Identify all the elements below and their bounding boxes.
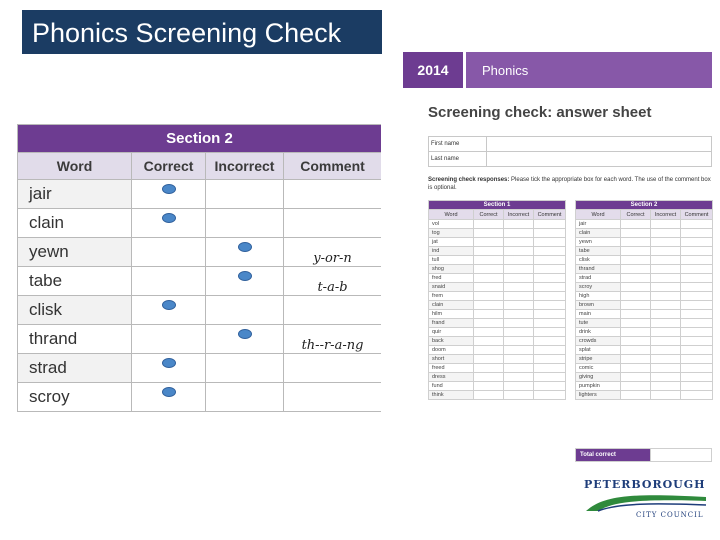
header-row bbox=[18, 153, 382, 180]
incorrect-box[interactable] bbox=[504, 310, 534, 319]
list-item bbox=[429, 382, 566, 391]
correct-box[interactable] bbox=[621, 310, 651, 319]
comment-box[interactable] bbox=[681, 220, 713, 229]
incorrect-box[interactable] bbox=[651, 238, 681, 247]
word-cell: doom bbox=[429, 346, 474, 355]
correct-cell[interactable] bbox=[132, 296, 206, 325]
correct-box[interactable] bbox=[621, 355, 651, 364]
correct-box[interactable] bbox=[474, 355, 504, 364]
word-cell: scroy bbox=[18, 383, 132, 412]
section-1-title: Section 1 bbox=[429, 201, 566, 210]
incorrect-box[interactable] bbox=[651, 310, 681, 319]
comment-box[interactable] bbox=[534, 301, 566, 310]
total-correct-row bbox=[575, 448, 712, 462]
list-item bbox=[429, 328, 566, 337]
comment-box[interactable] bbox=[681, 382, 713, 391]
list-item bbox=[429, 355, 566, 364]
comment-box[interactable] bbox=[681, 319, 713, 328]
incorrect-box[interactable] bbox=[504, 265, 534, 274]
comment-box[interactable] bbox=[681, 283, 713, 292]
comment-cell[interactable] bbox=[284, 238, 382, 267]
s1-header-incorrect: Incorrect bbox=[504, 210, 534, 220]
comment-box[interactable] bbox=[681, 337, 713, 346]
word-cell: giving bbox=[576, 373, 621, 382]
incorrect-box[interactable] bbox=[504, 283, 534, 292]
correct-box[interactable] bbox=[474, 310, 504, 319]
instructions bbox=[428, 176, 712, 192]
comment-box[interactable] bbox=[534, 238, 566, 247]
correct-box[interactable] bbox=[621, 364, 651, 373]
correct-box[interactable] bbox=[621, 247, 651, 256]
word-cell: strad bbox=[18, 354, 132, 383]
word-cell: clain bbox=[18, 209, 132, 238]
list-item bbox=[429, 220, 566, 229]
list-item bbox=[429, 265, 566, 274]
incorrect-box[interactable] bbox=[504, 247, 534, 256]
comment-cell[interactable] bbox=[284, 325, 382, 354]
comment-box[interactable] bbox=[681, 355, 713, 364]
word-cell: fund bbox=[429, 382, 474, 391]
comment-cell[interactable] bbox=[284, 354, 382, 383]
correct-box[interactable] bbox=[474, 328, 504, 337]
word-cell: back bbox=[429, 337, 474, 346]
section-2-title: Section 2 bbox=[576, 201, 713, 210]
name-fields bbox=[428, 136, 712, 167]
s1-header-comment: Comment bbox=[534, 210, 566, 220]
answer-sheet bbox=[403, 52, 712, 462]
incorrect-box[interactable] bbox=[504, 301, 534, 310]
section-2-table bbox=[575, 200, 713, 400]
word-cell: vol bbox=[429, 220, 474, 229]
list-item bbox=[429, 247, 566, 256]
s1-header-word: Word bbox=[429, 210, 474, 220]
comment-box[interactable] bbox=[681, 229, 713, 238]
word-cell: high bbox=[576, 292, 621, 301]
table-row bbox=[18, 383, 382, 412]
list-item bbox=[576, 229, 713, 238]
word-cell: tabe bbox=[18, 267, 132, 296]
comment-box[interactable] bbox=[534, 337, 566, 346]
incorrect-box[interactable] bbox=[651, 328, 681, 337]
correct-box[interactable] bbox=[621, 391, 651, 400]
comment-box[interactable] bbox=[681, 391, 713, 400]
incorrect-box[interactable] bbox=[651, 319, 681, 328]
list-item bbox=[576, 220, 713, 229]
list-item bbox=[576, 328, 713, 337]
word-cell: strad bbox=[576, 274, 621, 283]
list-item bbox=[576, 364, 713, 373]
comment-box[interactable] bbox=[534, 391, 566, 400]
table-row bbox=[18, 267, 382, 296]
correct-box[interactable] bbox=[621, 319, 651, 328]
list-item bbox=[429, 292, 566, 301]
incorrect-box[interactable] bbox=[504, 328, 534, 337]
list-item bbox=[429, 391, 566, 400]
correct-cell[interactable] bbox=[132, 354, 206, 383]
correct-box[interactable] bbox=[621, 283, 651, 292]
word-cell: short bbox=[429, 355, 474, 364]
comment-box[interactable] bbox=[534, 319, 566, 328]
table-row bbox=[18, 180, 382, 209]
section-title: Section 2 bbox=[18, 125, 382, 153]
list-item bbox=[429, 319, 566, 328]
correct-box[interactable] bbox=[474, 292, 504, 301]
list-item bbox=[429, 373, 566, 382]
correct-box[interactable] bbox=[474, 337, 504, 346]
comment-cell[interactable] bbox=[284, 209, 382, 238]
incorrect-box[interactable] bbox=[504, 292, 534, 301]
word-cell: jair bbox=[576, 220, 621, 229]
last-name-field[interactable] bbox=[487, 152, 712, 167]
correct-cell[interactable] bbox=[132, 209, 206, 238]
comment-note: t-a-b bbox=[317, 279, 348, 295]
correct-box[interactable] bbox=[474, 364, 504, 373]
correct-box[interactable] bbox=[621, 238, 651, 247]
incorrect-cell[interactable] bbox=[206, 325, 284, 354]
incorrect-box[interactable] bbox=[651, 256, 681, 265]
comment-note: y-or-n bbox=[313, 250, 352, 266]
tick-mark-icon bbox=[162, 358, 176, 368]
list-item bbox=[576, 382, 713, 391]
incorrect-box[interactable] bbox=[651, 301, 681, 310]
logo-subtitle: CITY COUNCIL bbox=[636, 511, 704, 519]
comment-box[interactable] bbox=[681, 346, 713, 355]
incorrect-box[interactable] bbox=[504, 256, 534, 265]
list-item bbox=[576, 355, 713, 364]
comment-box[interactable] bbox=[681, 328, 713, 337]
comment-box[interactable] bbox=[681, 310, 713, 319]
word-cell: tog bbox=[429, 229, 474, 238]
year-tab: 2014 bbox=[403, 52, 463, 88]
comment-box[interactable] bbox=[681, 292, 713, 301]
word-cell: tull bbox=[429, 256, 474, 265]
correct-box[interactable] bbox=[621, 220, 651, 229]
incorrect-box[interactable] bbox=[504, 319, 534, 328]
incorrect-box[interactable] bbox=[504, 346, 534, 355]
incorrect-box[interactable] bbox=[651, 373, 681, 382]
comment-box[interactable] bbox=[534, 373, 566, 382]
comment-box[interactable] bbox=[681, 247, 713, 256]
table-row bbox=[18, 296, 382, 325]
incorrect-box[interactable] bbox=[651, 337, 681, 346]
word-cell: dress bbox=[429, 373, 474, 382]
list-item bbox=[576, 265, 713, 274]
correct-box[interactable] bbox=[474, 229, 504, 238]
incorrect-cell[interactable] bbox=[206, 354, 284, 383]
comment-box[interactable] bbox=[534, 265, 566, 274]
incorrect-box[interactable] bbox=[651, 283, 681, 292]
correct-box[interactable] bbox=[621, 346, 651, 355]
list-item bbox=[576, 373, 713, 382]
comment-box[interactable] bbox=[534, 382, 566, 391]
correct-box[interactable] bbox=[621, 256, 651, 265]
incorrect-box[interactable] bbox=[504, 337, 534, 346]
s2-header-comment: Comment bbox=[681, 210, 713, 220]
tick-mark-icon bbox=[238, 271, 252, 281]
correct-box[interactable] bbox=[621, 229, 651, 238]
table-row bbox=[18, 209, 382, 238]
last-name-label: Last name bbox=[429, 152, 487, 167]
comment-box[interactable] bbox=[681, 265, 713, 274]
word-cell: brown bbox=[576, 301, 621, 310]
sheet-title: Screening check: answer sheet bbox=[428, 104, 652, 121]
word-cell: clisk bbox=[18, 296, 132, 325]
incorrect-box[interactable] bbox=[651, 229, 681, 238]
list-item bbox=[429, 238, 566, 247]
tick-mark-icon bbox=[162, 213, 176, 223]
table-row bbox=[18, 238, 382, 267]
section-2-zoom-table bbox=[17, 124, 381, 412]
comment-box[interactable] bbox=[534, 310, 566, 319]
correct-cell[interactable] bbox=[132, 325, 206, 354]
correct-box[interactable] bbox=[621, 373, 651, 382]
incorrect-box[interactable] bbox=[651, 382, 681, 391]
word-cell: snaid bbox=[429, 283, 474, 292]
tick-mark-icon bbox=[162, 387, 176, 397]
header-incorrect: Incorrect bbox=[206, 153, 284, 180]
correct-box[interactable] bbox=[621, 382, 651, 391]
correct-cell[interactable] bbox=[132, 180, 206, 209]
section-1-table bbox=[428, 200, 566, 400]
word-cell: tute bbox=[576, 319, 621, 328]
word-cell: think bbox=[429, 391, 474, 400]
list-item bbox=[576, 310, 713, 319]
word-cell: thrand bbox=[18, 325, 132, 354]
word-cell: comic bbox=[576, 364, 621, 373]
correct-cell[interactable] bbox=[132, 238, 206, 267]
list-item bbox=[429, 283, 566, 292]
word-cell: pumpkin bbox=[576, 382, 621, 391]
word-cell: splat bbox=[576, 346, 621, 355]
correct-box[interactable] bbox=[474, 220, 504, 229]
table-row bbox=[18, 325, 382, 354]
list-item bbox=[576, 247, 713, 256]
incorrect-box[interactable] bbox=[651, 265, 681, 274]
comment-cell[interactable] bbox=[284, 267, 382, 296]
list-item bbox=[576, 337, 713, 346]
incorrect-cell[interactable] bbox=[206, 180, 284, 209]
subject-tab: Phonics bbox=[466, 52, 712, 88]
incorrect-box[interactable] bbox=[651, 220, 681, 229]
first-name-label: First name bbox=[429, 137, 487, 152]
list-item bbox=[576, 391, 713, 400]
list-item bbox=[429, 274, 566, 283]
word-cell: ind bbox=[429, 247, 474, 256]
correct-box[interactable] bbox=[474, 382, 504, 391]
list-item bbox=[429, 229, 566, 238]
list-item bbox=[429, 256, 566, 265]
word-cell: scroy bbox=[576, 283, 621, 292]
word-cell: drink bbox=[576, 328, 621, 337]
total-correct-label: Total correct bbox=[576, 449, 651, 462]
word-cell: lighters bbox=[576, 391, 621, 400]
comment-box[interactable] bbox=[681, 238, 713, 247]
list-item bbox=[576, 283, 713, 292]
word-cell: hilm bbox=[429, 310, 474, 319]
comment-cell[interactable] bbox=[284, 180, 382, 209]
incorrect-cell[interactable] bbox=[206, 238, 284, 267]
incorrect-box[interactable] bbox=[504, 382, 534, 391]
incorrect-cell[interactable] bbox=[206, 209, 284, 238]
tick-mark-icon bbox=[162, 300, 176, 310]
correct-box[interactable] bbox=[621, 274, 651, 283]
correct-box[interactable] bbox=[621, 301, 651, 310]
word-cell: yewn bbox=[576, 238, 621, 247]
incorrect-box[interactable] bbox=[504, 373, 534, 382]
list-item bbox=[576, 292, 713, 301]
word-cell: tabe bbox=[576, 247, 621, 256]
comment-box[interactable] bbox=[534, 283, 566, 292]
incorrect-box[interactable] bbox=[651, 274, 681, 283]
correct-cell[interactable] bbox=[132, 267, 206, 296]
incorrect-box[interactable] bbox=[504, 355, 534, 364]
word-cell: jat bbox=[429, 238, 474, 247]
header-correct: Correct bbox=[132, 153, 206, 180]
list-item bbox=[576, 256, 713, 265]
incorrect-box[interactable] bbox=[504, 391, 534, 400]
word-cell: clain bbox=[429, 301, 474, 310]
correct-box[interactable] bbox=[474, 265, 504, 274]
correct-box[interactable] bbox=[474, 346, 504, 355]
incorrect-box[interactable] bbox=[651, 292, 681, 301]
first-name-field[interactable] bbox=[487, 137, 712, 152]
list-item bbox=[429, 310, 566, 319]
comment-cell[interactable] bbox=[284, 383, 382, 412]
comment-box[interactable] bbox=[534, 229, 566, 238]
zoomed-section-2 bbox=[17, 124, 381, 422]
correct-cell[interactable] bbox=[132, 383, 206, 412]
word-cell: jair bbox=[18, 180, 132, 209]
list-item bbox=[576, 274, 713, 283]
comment-box[interactable] bbox=[534, 364, 566, 373]
correct-box[interactable] bbox=[474, 274, 504, 283]
correct-box[interactable] bbox=[474, 283, 504, 292]
correct-box[interactable] bbox=[621, 292, 651, 301]
word-cell: frand bbox=[429, 319, 474, 328]
tick-mark-icon bbox=[162, 184, 176, 194]
comment-box[interactable] bbox=[534, 346, 566, 355]
header-word: Word bbox=[18, 153, 132, 180]
word-cell: main bbox=[576, 310, 621, 319]
logo-swoosh-icon bbox=[584, 491, 708, 513]
correct-box[interactable] bbox=[621, 328, 651, 337]
list-item bbox=[429, 364, 566, 373]
incorrect-box[interactable] bbox=[504, 238, 534, 247]
word-cell: fred bbox=[429, 274, 474, 283]
incorrect-box[interactable] bbox=[504, 229, 534, 238]
word-cell: shog bbox=[429, 265, 474, 274]
list-item bbox=[576, 238, 713, 247]
word-cell: yewn bbox=[18, 238, 132, 267]
correct-box[interactable] bbox=[474, 247, 504, 256]
s2-header-correct: Correct bbox=[621, 210, 651, 220]
comment-box[interactable] bbox=[534, 355, 566, 364]
slide-title-banner bbox=[22, 10, 382, 54]
incorrect-box[interactable] bbox=[651, 391, 681, 400]
word-cell: clisk bbox=[576, 256, 621, 265]
list-item bbox=[429, 346, 566, 355]
s1-header-correct: Correct bbox=[474, 210, 504, 220]
correct-box[interactable] bbox=[621, 265, 651, 274]
total-correct-field[interactable] bbox=[651, 449, 712, 462]
incorrect-cell[interactable] bbox=[206, 383, 284, 412]
instructions-text: Please tick the appropriate box for each word. The use of the comment box is optional. bbox=[428, 177, 711, 191]
comment-box[interactable] bbox=[534, 247, 566, 256]
comment-box[interactable] bbox=[681, 256, 713, 265]
comment-note: th--r-a-ng bbox=[301, 337, 364, 353]
header-comment: Comment bbox=[284, 153, 382, 180]
word-cell: stripe bbox=[576, 355, 621, 364]
list-item bbox=[429, 301, 566, 310]
correct-box[interactable] bbox=[474, 391, 504, 400]
correct-box[interactable] bbox=[474, 256, 504, 265]
comment-box[interactable] bbox=[534, 328, 566, 337]
list-item bbox=[576, 346, 713, 355]
tick-mark-icon bbox=[238, 242, 252, 252]
comment-box[interactable] bbox=[681, 301, 713, 310]
correct-box[interactable] bbox=[474, 238, 504, 247]
correct-box[interactable] bbox=[474, 373, 504, 382]
incorrect-box[interactable] bbox=[504, 220, 534, 229]
word-cell: quir bbox=[429, 328, 474, 337]
table-row bbox=[18, 354, 382, 383]
logo-name: PETERBOROUGH bbox=[584, 478, 706, 491]
correct-box[interactable] bbox=[474, 319, 504, 328]
incorrect-box[interactable] bbox=[651, 346, 681, 355]
incorrect-box[interactable] bbox=[651, 355, 681, 364]
incorrect-cell[interactable] bbox=[206, 267, 284, 296]
incorrect-box[interactable] bbox=[504, 274, 534, 283]
list-item bbox=[576, 301, 713, 310]
comment-box[interactable] bbox=[534, 256, 566, 265]
word-cell: crowds bbox=[576, 337, 621, 346]
comment-box[interactable] bbox=[681, 364, 713, 373]
comment-cell[interactable] bbox=[284, 296, 382, 325]
s2-header-incorrect: Incorrect bbox=[651, 210, 681, 220]
incorrect-box[interactable] bbox=[651, 247, 681, 256]
word-cell: clain bbox=[576, 229, 621, 238]
incorrect-cell[interactable] bbox=[206, 296, 284, 325]
slide-title: Phonics Screening Check bbox=[32, 18, 342, 48]
comment-box[interactable] bbox=[534, 292, 566, 301]
word-cell: frem bbox=[429, 292, 474, 301]
comment-box[interactable] bbox=[534, 220, 566, 229]
council-logo bbox=[584, 478, 708, 522]
tick-mark-icon bbox=[238, 329, 252, 339]
correct-box[interactable] bbox=[621, 337, 651, 346]
word-cell: thrand bbox=[576, 265, 621, 274]
incorrect-box[interactable] bbox=[504, 364, 534, 373]
list-item bbox=[576, 319, 713, 328]
list-item bbox=[429, 337, 566, 346]
incorrect-box[interactable] bbox=[651, 364, 681, 373]
comment-box[interactable] bbox=[681, 373, 713, 382]
word-cell: freed bbox=[429, 364, 474, 373]
comment-box[interactable] bbox=[534, 274, 566, 283]
s2-header-word: Word bbox=[576, 210, 621, 220]
instructions-label: Screening check responses: bbox=[428, 177, 510, 183]
comment-box[interactable] bbox=[681, 274, 713, 283]
correct-box[interactable] bbox=[474, 301, 504, 310]
